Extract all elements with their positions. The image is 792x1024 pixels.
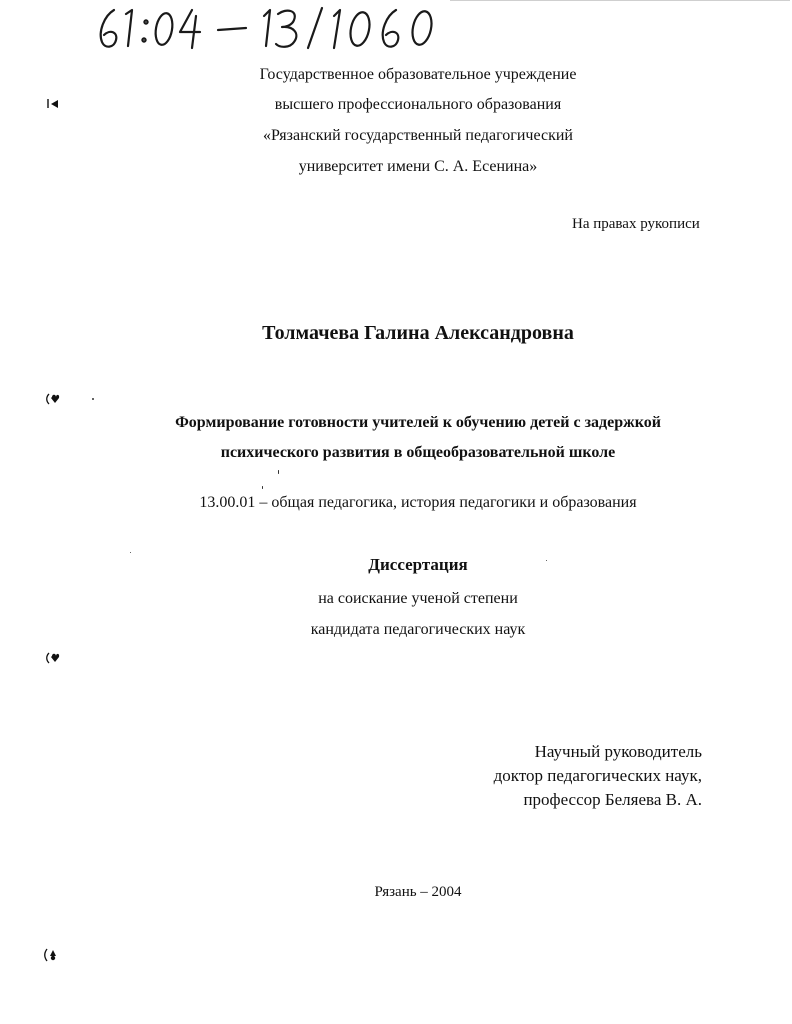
supervisor-name: профессор Беляева В. А. (523, 790, 702, 809)
specialty-code: 13.00.01 – общая педагогика, история педагогики и образования (199, 494, 637, 511)
work-type: Диссертация (368, 555, 468, 574)
scan-speck (278, 470, 279, 474)
binding-hole-mark-icon (46, 393, 60, 405)
scan-speck (262, 486, 263, 489)
scan-speck (546, 560, 547, 561)
binding-hole-mark-icon (46, 652, 60, 664)
manuscript-rights-note: На правах рукописи (572, 216, 700, 232)
degree-line-1: на соискание ученой степени (318, 590, 518, 607)
place-and-year: Рязань – 2004 (374, 884, 462, 900)
binding-hole-mark-icon (44, 948, 58, 960)
author-name: Толмачева Галина Александровна (262, 322, 574, 344)
supervisor-label: Научный руководитель (534, 742, 702, 761)
institution-line-3: «Рязанский государственный педагогический (263, 127, 573, 144)
top-border-line (450, 0, 790, 1)
scan-speck (130, 552, 131, 553)
handwritten-archive-number (96, 2, 516, 54)
institution-line-4: университет имени С. А. Есенина» (298, 158, 538, 175)
dissertation-title-line-2: психического развития в общеобразовательной школе (220, 444, 616, 461)
degree-line-2: кандидата педагогических наук (310, 621, 526, 638)
institution-line-1: Государственное образовательное учреждение (259, 66, 577, 83)
scan-speck (92, 398, 94, 400)
institution-line-2: высшего профессионального образования (274, 96, 562, 113)
dissertation-title-line-1: Формирование готовности учителей к обучению детей с задержкой (175, 414, 661, 431)
handwritten-number-drawing (96, 2, 516, 54)
supervisor-degree: доктор педагогических наук, (493, 766, 702, 785)
binding-hole-mark-icon (46, 98, 60, 110)
supervisor-block (494, 740, 702, 812)
